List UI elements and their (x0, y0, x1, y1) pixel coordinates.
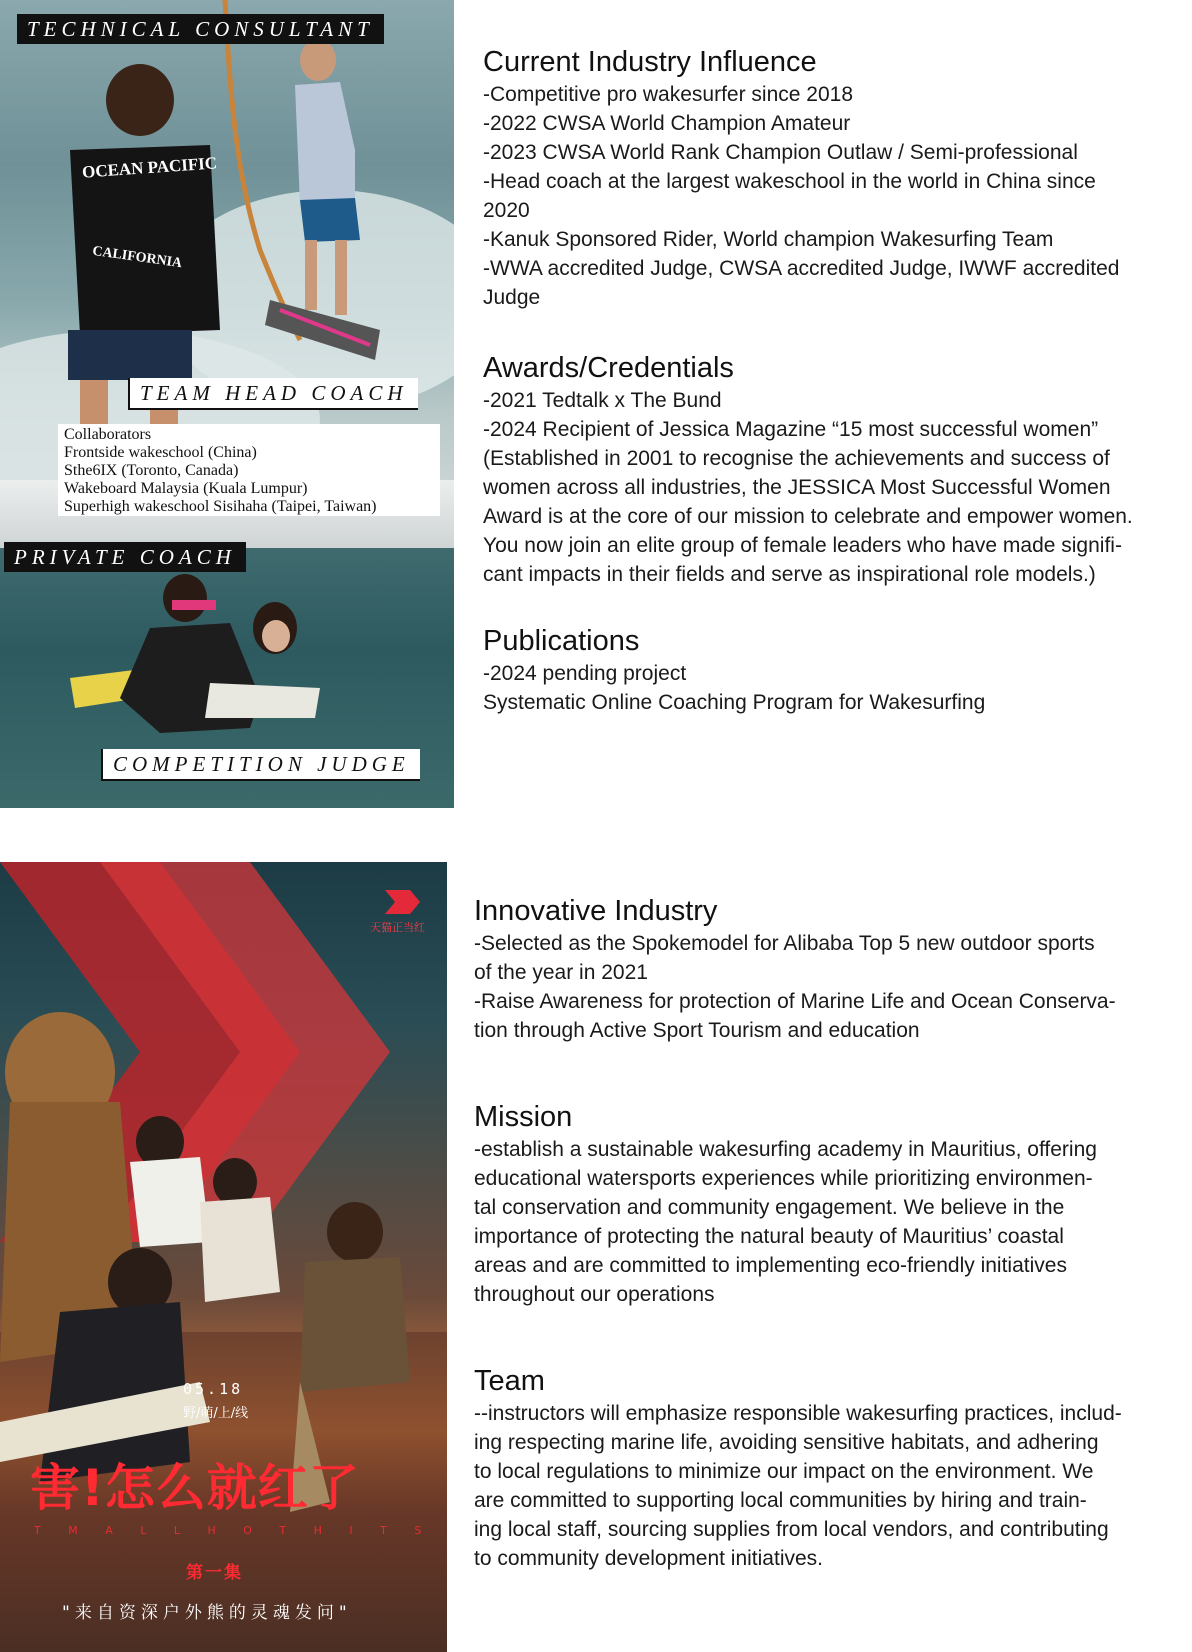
poster-episode: 第一集 (186, 1563, 243, 1583)
section-line: -Raise Awareness for protection of Marine Life and Ocean Conserva- (474, 990, 1116, 1013)
poster-brand-label: 天猫正当红 (370, 921, 425, 934)
tag-private-coach: PRIVATE COACH (4, 542, 246, 572)
tag-competition-judge: COMPETITION JUDGE (101, 749, 420, 781)
poster-main-title: 害!怎么就红了 (30, 1459, 360, 1517)
section-line: areas and are committed to implementing eco-friendly initiatives (474, 1254, 1067, 1277)
section-line: 2020 (483, 199, 530, 222)
section-heading: Innovative Industry (474, 895, 718, 927)
section-line: You now join an elite group of female leaders who have made signifi- (483, 534, 1122, 557)
section-line: ing respecting marine life, avoiding sensitive habitats, and adhering (474, 1431, 1099, 1454)
section-line: -Kanuk Sponsored Rider, World champion Wakesurfing Team (483, 228, 1054, 251)
collaborators-heading: Collaborators (64, 426, 152, 443)
section-line: -2021 Tedtalk x The Bund (483, 389, 722, 412)
section-innovative-industry (474, 893, 1184, 1045)
section-team (474, 1363, 1184, 1573)
profile-text-top (483, 44, 1183, 717)
collaborator-item: Sthe6IX (Toronto, Canada) (64, 462, 239, 479)
section-line: --instructors will emphasize responsible wakesurfing practices, includ- (474, 1402, 1122, 1425)
section-line: are committed to supporting local communities by hiring and train- (474, 1489, 1087, 1512)
shirt-print-bottom: CALIFORNIA (91, 243, 183, 272)
poster-quote: "来自资深户外熊的灵魂发问" (62, 1603, 352, 1623)
section-line: tion through Active Sport Tourism and education (474, 1019, 920, 1042)
section-line: -establish a sustainable wakesurfing academy in Mauritius, offering (474, 1138, 1097, 1161)
section-line: -2024 pending project (483, 662, 687, 685)
section-line: women across all industries, the JESSICA Most Successful Women (483, 476, 1111, 499)
section-line: ing local staff, sourcing supplies from local vendors, and contributing (474, 1518, 1109, 1541)
section-line: Systematic Online Coaching Program for Wakesurfing (483, 691, 986, 714)
section-publications (483, 623, 1183, 717)
section-line: -Selected as the Spokemodel for Alibaba Top 5 new outdoor sports (474, 932, 1095, 955)
section-heading: Mission (474, 1101, 573, 1133)
section-mission (474, 1099, 1184, 1309)
section-line: (Established in 2001 to recognise the achievements and success of (483, 447, 1110, 470)
tmall-hot-hits-poster (0, 862, 447, 1652)
tag-technical-consultant: TECHNICAL CONSULTANT (17, 14, 384, 44)
section-line: Award is at the core of our mission to celebrate and empower women. (483, 505, 1133, 528)
section-awards-credentials (483, 350, 1183, 589)
section-heading: Publications (483, 625, 640, 657)
poster-tagline: 野/萌/上/线 (183, 1406, 249, 1421)
section-line: importance of protecting the natural beauty of Mauritius’ coastal (474, 1225, 1064, 1248)
section-heading: Awards/Credentials (483, 352, 734, 384)
section-line: -2022 CWSA World Champion Amateur (483, 112, 851, 135)
section-line: to community development initiatives. (474, 1547, 823, 1570)
section-line: throughout our operations (474, 1283, 715, 1306)
section-line: -Head coach at the largest wakeschool in the world in China since (483, 170, 1096, 193)
section-line: Judge (483, 286, 541, 309)
shirt-print-top: OCEAN PACIFIC (81, 153, 218, 182)
collaborator-item: Superhigh wakeschool Sisihaha (Taipei, Taiwan) (64, 498, 377, 515)
section-line: to local regulations to minimize our impact on the environment. We (474, 1460, 1094, 1483)
section-line: of the year in 2021 (474, 961, 648, 984)
section-line: -Competitive pro wakesurfer since 2018 (483, 83, 854, 106)
collaborators-box (58, 424, 440, 516)
tag-team-head-coach: TEAM HEAD COACH (128, 378, 418, 410)
section-line: -2023 CWSA World Rank Champion Outlaw / Semi-professional (483, 141, 1078, 164)
collaborator-item: Wakeboard Malaysia (Kuala Lumpur) (64, 480, 308, 497)
section-heading: Current Industry Influence (483, 46, 817, 78)
section-line: -WWA accredited Judge, CWSA accredited Judge, IWWF accredited (483, 257, 1120, 280)
section-line: tal conservation and community engagement. We believe in the (474, 1196, 1065, 1219)
photo-collage (0, 0, 454, 808)
poster-subtitle-en: T M A L L H O T H I T S (34, 1524, 434, 1537)
collaborator-item: Frontside wakeschool (China) (64, 444, 257, 461)
section-heading: Team (474, 1365, 545, 1397)
profile-text-bottom (474, 893, 1184, 1573)
poster-date: 05.18 (183, 1380, 244, 1398)
section-line: cant impacts in their fields and serve as inspirational role models.) (483, 563, 1096, 586)
section-line: educational watersports experiences while prioritizing environmen- (474, 1167, 1093, 1190)
section-line: -2024 Recipient of Jessica Magazine “15 most successful women” (483, 418, 1099, 441)
section-current-industry-influence (483, 44, 1183, 312)
